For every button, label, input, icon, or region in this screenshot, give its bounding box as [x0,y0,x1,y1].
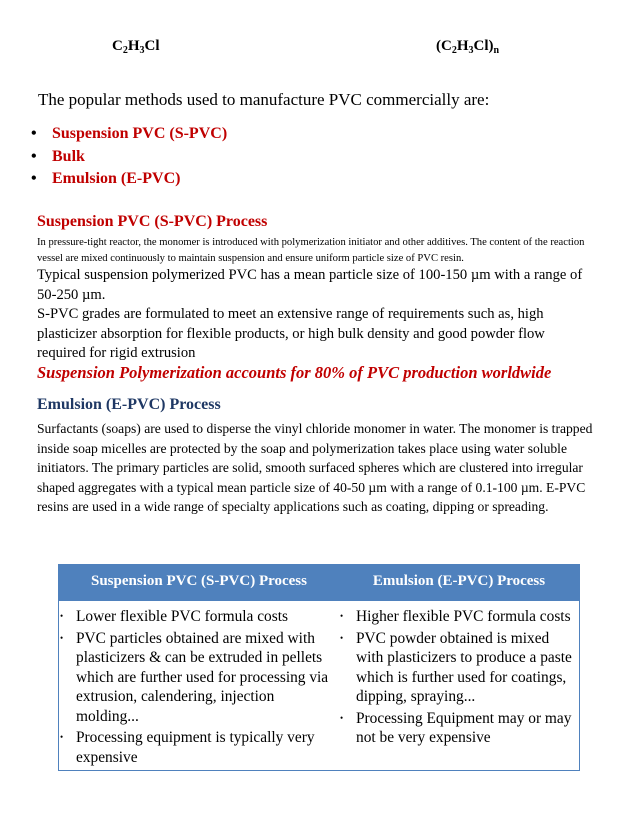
formula-row [0,38,638,62]
method-item: • Emulsion (E-PVC) [26,168,227,191]
table-header-emulsion: Emulsion (E-PVC) Process [372,573,546,589]
suspension-highlight: Suspension Polymerization accounts for 80% of PVC production worldwide [37,363,552,382]
table-column-suspension [59,607,339,769]
intro-text: The popular methods used to manufacture PVC commercially are: [38,90,490,109]
table-list-item: • PVC powder obtained is mixed with plasticizers to produce a paste which is further used for coatings, dipping, spraying... [340,629,572,705]
suspension-heading: Suspension PVC (S-PVC) Process [37,213,268,230]
bullet-icon: • [31,147,37,165]
bullet-icon: • [340,712,344,723]
suspension-para-1: Typical suspension polymerized PVC has a mean particle size of 100-150 µm with a range of 50-250 µm. [37,267,583,303]
bullet-icon: • [31,125,37,142]
emulsion-body: Surfactants (soaps) are used to disperse the vinyl chloride monomer in water. The monomer is trapped inside soap micelles are protected by the soap and polymerization takes place using water soluble initiators. The primary particles are solid, smooth surfaced spheres which are clustered into irregular shaped aggregates with a typical mean particle size of 40-50 µm with a range of 0.1-100 µm. E-PVC resins are used in a wide range of specialty applications such as coating, dipping or spreading. [37,421,593,514]
bullet-icon: • [60,732,64,742]
emulsion-heading: Emulsion (E-PVC) Process [37,396,221,413]
table-list-item: • Processing equipment is typically very expensive [60,729,315,766]
bullet-icon: • [60,611,64,621]
table-list-item: • Processing Equipment may or may not be very expensive [340,709,572,746]
method-item: • Bulk [26,146,227,169]
table-column-emulsion [339,607,575,750]
table-header-suspension: Suspension PVC (S-PVC) Process [91,573,307,589]
table-list-item: • Higher flexible PVC formula costs [340,608,571,625]
formula-polymer: $(C_2H_3Cl)_n$ [436,38,500,56]
bullet-icon: • [340,632,344,643]
bullet-icon: • [60,632,64,643]
bullet-icon: • [340,611,344,621]
methods-list [26,123,227,191]
bullet-icon: • [31,170,37,187]
suspension-body [37,266,597,364]
table-list-item: • PVC particles obtained are mixed with plasticizers & can be extruded in pellets which are further used for processing via extrusion, calendering, injection molding... [60,629,329,725]
suspension-small-text: In pressure-tight reactor, the monomer is introduced with polymerization initiator and other additives. The content of the reaction vessel are mixed continuously to maintain suspension and ensure uniform particle size of PVC resin. [37,237,585,264]
table-list-item: • Lower flexible PVC formula costs [60,608,289,625]
table-header [59,565,579,601]
formula-monomer: $C_2H_3Cl$ [112,38,160,56]
comparison-table [58,564,580,771]
suspension-para-2: S-PVC grades are formulated to meet an extensive range of requirements such as, high plasticizer absorption for flexible products, or high bulk density and good powder flow required for rigid extrusion [37,306,545,361]
method-item: • Suspension PVC (S-PVC) [26,123,227,146]
